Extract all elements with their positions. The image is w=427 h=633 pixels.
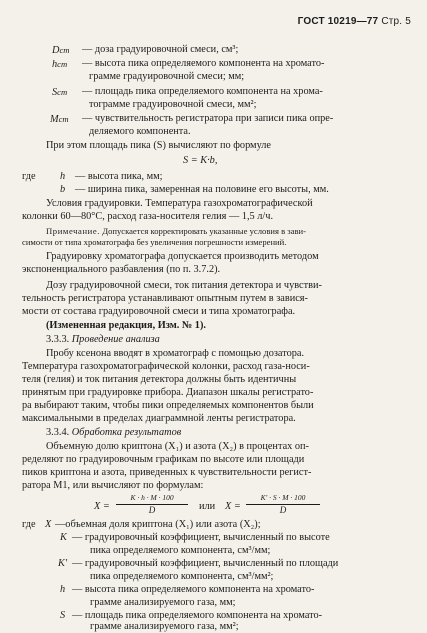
note-line-1: Допускается корректировать указанные условия в зави-: [102, 226, 307, 236]
def-m-st-cont: деляемого компонента.: [89, 126, 191, 137]
area-intro: При этом площадь пика (S) вычисляют по формуле: [46, 140, 271, 151]
def-k-cont: пика определяемого компонента, см³/мм;: [90, 545, 271, 556]
symbol-k: K: [60, 532, 67, 543]
formula-or: или: [199, 501, 216, 512]
def-s-st-cont: тограмме градуировочной смеси, мм²;: [89, 99, 257, 110]
def-h: — высота пика, мм;: [75, 171, 163, 182]
section-3-3-4-number: 3.3.4.: [46, 427, 70, 438]
symbol-h: h: [60, 171, 66, 182]
def-s: — площадь пика определяемого компонента на хромато-: [72, 610, 323, 621]
formula2-numerator: K′ · S · M · 100: [246, 492, 320, 505]
note-label: Примечание.: [46, 226, 101, 236]
section-3-3-4-title: Обработка результатов: [71, 427, 182, 438]
section-3-3-3: [46, 334, 160, 346]
symbol-x: X: [45, 519, 52, 530]
section-3-3-3-number: 3.3.3.: [46, 334, 70, 345]
dose-line-2: тельность регистратора устанавливают опытным путем в завися-: [22, 293, 308, 304]
def-h-st-cont: грамме градуировочной смеси; мм;: [89, 71, 245, 82]
section-3-3-4: [46, 427, 181, 439]
formula2-fraction: [246, 492, 320, 516]
note: [46, 226, 306, 237]
symbol-k-prime: K′: [58, 558, 68, 569]
symbol-h-2: h: [60, 584, 66, 595]
def-m-st: — чувствительность регистратора при записи пика опре-: [82, 113, 334, 124]
analysis-line-3: теля (гелия) и ток питания детектора должны быть идентичны: [22, 374, 297, 385]
symbol-s-st: Sст: [52, 87, 68, 98]
def-d-st: — доза градуировочной смеси, см³;: [82, 44, 239, 55]
analysis-line-4: принятым при градуировке прибора. Диапазон шкалы регистрато-: [22, 387, 314, 398]
defs2-lead: где: [22, 519, 36, 530]
conditions-line-1: Условия градуировки. Температура газохроматографической: [46, 198, 313, 209]
revision-note: (Измененная редакция, Изм. № 1).: [46, 320, 206, 331]
where-lead: где: [22, 171, 36, 182]
formula1-denominator: D: [148, 505, 156, 515]
def-k-prime-cont: пика определяемого компонента, см³/мм²;: [90, 571, 274, 582]
symbol-d-st: Dст: [52, 45, 70, 56]
symbol-s: S: [60, 610, 66, 621]
note-line-2: симости от типа хроматографа без увеличения погрешности измерений.: [22, 237, 287, 247]
def-k-prime: — градуировочный коэффициент, вычисленный по площади: [72, 558, 339, 569]
section-3-3-3-title: Проведение анализа: [71, 334, 160, 345]
calib-line-1: Градуировку хроматографа допускается производить методом: [46, 251, 319, 262]
dose-line-1: Дозу градуировочной смеси, ток питания детектора и чувстви-: [46, 280, 322, 291]
def-x: —объемная доля криптона (X₁) или азота (X₂);: [55, 519, 261, 530]
analysis-line-5: ра выбирают таким, чтобы пики определяемых компонентов были: [22, 400, 314, 411]
formula-area: S = K·b,: [183, 155, 218, 166]
def-h-2: — высота пика определяемого компонента на хромато-: [72, 584, 315, 595]
def-h-2-cont: грамме анализируемого газа, мм;: [90, 597, 236, 608]
gost-number: ГОСТ 10219—77: [297, 16, 379, 27]
results-line-4: ратора М1, или вычисляют по формулам:: [22, 480, 204, 491]
page-number: Стр. 5: [381, 16, 411, 27]
symbol-h-st: hст: [52, 59, 68, 70]
results-line-3: пиков криптона и азота, приведенных к чувствительности регист-: [22, 467, 312, 478]
def-b: — ширина пика, замеренная на половине его высоты, мм.: [75, 184, 329, 195]
calib-line-2: экспоненциального разбавления (по п. 3.7.2).: [22, 264, 221, 275]
def-s-cont: грамме анализируемого газа, мм²;: [90, 621, 239, 632]
symbol-b: b: [60, 184, 66, 195]
formula1-lhs: X =: [94, 501, 110, 512]
results-line-1: Объемную долю криптона (X₁) и азота (X₂) в процентах оп-: [46, 441, 309, 452]
def-h-st: — высота пика определяемого компонента на хромато-: [82, 58, 325, 69]
formula2-lhs: X =: [225, 501, 241, 512]
analysis-line-2: Температура газохроматографической колонки, расход газа-носи-: [22, 361, 310, 372]
symbol-m-st: Mст: [50, 114, 69, 125]
formula1-numerator: K · h · M · 100: [116, 492, 188, 505]
analysis-line-6: максимальными в пределах диаграммной ленты регистратора.: [22, 413, 296, 424]
def-k: — градуировочный коэффициент, вычисленный по высоте: [72, 532, 330, 543]
analysis-line-1: Пробу ксенона вводят в хроматограф с помощью дозатора.: [46, 348, 305, 359]
dose-line-3: мости от состава градуировочной смеси и типа хроматографа.: [22, 306, 296, 317]
formula2-denominator: D: [279, 505, 287, 515]
page-header: [298, 16, 411, 27]
formula1-fraction: [116, 492, 188, 516]
results-line-2: ределяют по градуировочным графикам по высоте или площади: [22, 454, 305, 465]
conditions-line-2: колонки 60—80°С, расход газа-носителя гелия — 1,5 л/ч.: [22, 211, 274, 222]
def-s-st: — площадь пика определяемого компонента на хрома-: [82, 86, 323, 97]
